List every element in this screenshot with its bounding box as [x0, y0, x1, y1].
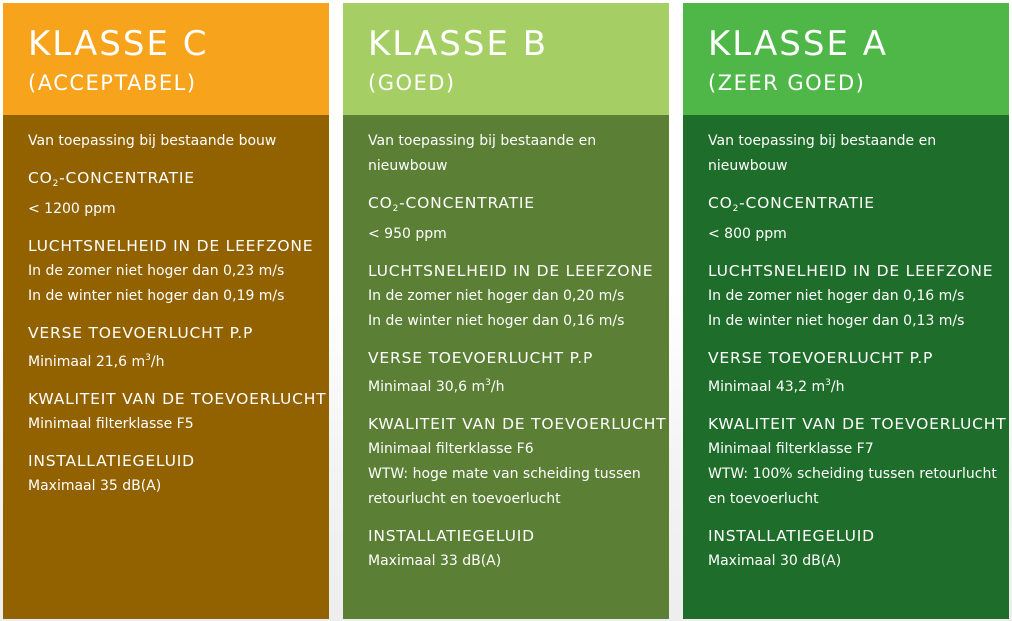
card-klasse-a — [683, 3, 1009, 619]
airspeed-heading: LUCHTSNELHEID IN DE LEEFZONE — [708, 262, 994, 280]
quality-filter: Minimaal filterklasse F7 — [708, 441, 874, 457]
quality-wtw-cont: en toevoerlucht — [708, 491, 819, 507]
fresh-air-heading: VERSE TOEVOERLUCHT P.P — [28, 324, 254, 342]
applicability-text: Van toepassing bij bestaande en — [368, 133, 597, 149]
airspeed-winter: In de winter niet hoger dan 0,19 m/s — [28, 288, 285, 304]
quality-heading: KWALITEIT VAN DE TOEVOERLUCHT — [708, 415, 1007, 433]
card-header — [343, 3, 669, 115]
applicability-text: Van toepassing bij bestaande en — [708, 133, 937, 149]
co2-heading: $CO_2$-CONCENTRATIE — [28, 169, 195, 189]
card-subtitle: (ACCEPTABEL) — [28, 71, 197, 95]
fresh-air-value: Minimaal 30,6 $m^3/h$ — [368, 378, 505, 395]
fresh-air-value: Minimaal 21,6 $m^3/h$ — [28, 353, 165, 370]
airspeed-heading: LUCHTSNELHEID IN DE LEEFZONE — [368, 262, 654, 280]
card-body — [3, 115, 329, 619]
quality-heading: KWALITEIT VAN DE TOEVOERLUCHT — [28, 390, 327, 408]
card-klasse-b — [343, 3, 669, 619]
airspeed-summer: In de zomer niet hoger dan 0,23 m/s — [28, 263, 285, 279]
applicability-text: Van toepassing bij bestaande bouw — [28, 133, 277, 149]
noise-heading: INSTALLATIEGELUID — [368, 527, 535, 545]
airspeed-summer: In de zomer niet hoger dan 0,16 m/s — [708, 288, 965, 304]
applicability-text-cont: nieuwbouw — [368, 158, 448, 174]
card-header — [683, 3, 1009, 115]
co2-value: < 950 ppm — [368, 226, 447, 242]
card-klasse-c — [3, 3, 329, 619]
fresh-air-heading: VERSE TOEVOERLUCHT P.P — [708, 349, 934, 367]
noise-value: Maximaal 33 dB(A) — [368, 553, 502, 569]
co2-value: < 800 ppm — [708, 226, 787, 242]
card-subtitle: (GOED) — [368, 71, 456, 95]
co2-value: < 1200 ppm — [28, 201, 116, 217]
airspeed-heading: LUCHTSNELHEID IN DE LEEFZONE — [28, 237, 314, 255]
fresh-air-heading: VERSE TOEVOERLUCHT P.P — [368, 349, 594, 367]
card-title: KLASSE B — [368, 24, 549, 64]
co2-heading: $CO_2$-CONCENTRATIE — [708, 194, 875, 214]
card-title: KLASSE A — [708, 24, 888, 64]
co2-heading: $CO_2$-CONCENTRATIE — [368, 194, 535, 214]
quality-filter: Minimaal filterklasse F5 — [28, 416, 194, 432]
quality-wtw: WTW: 100% scheiding tussen retourlucht — [708, 466, 997, 482]
applicability-text-cont: nieuwbouw — [708, 158, 788, 174]
card-body — [343, 115, 669, 619]
fresh-air-value: Minimaal 43,2 $m^3/h$ — [708, 378, 845, 395]
card-subtitle: (ZEER GOED) — [708, 71, 866, 95]
noise-heading: INSTALLATIEGELUID — [708, 527, 875, 545]
noise-value: Maximaal 30 dB(A) — [708, 553, 842, 569]
noise-heading: INSTALLATIEGELUID — [28, 452, 195, 470]
quality-wtw-cont: retourlucht en toevoerlucht — [368, 491, 561, 507]
card-header — [3, 3, 329, 115]
noise-value: Maximaal 35 dB(A) — [28, 478, 162, 494]
card-title: KLASSE C — [28, 24, 209, 64]
airspeed-winter: In de winter niet hoger dan 0,16 m/s — [368, 313, 625, 329]
quality-filter: Minimaal filterklasse F6 — [368, 441, 534, 457]
airspeed-winter: In de winter niet hoger dan 0,13 m/s — [708, 313, 965, 329]
quality-heading: KWALITEIT VAN DE TOEVOERLUCHT — [368, 415, 667, 433]
quality-wtw: WTW: hoge mate van scheiding tussen — [368, 466, 641, 482]
card-body — [683, 115, 1009, 619]
airspeed-summer: In de zomer niet hoger dan 0,20 m/s — [368, 288, 625, 304]
